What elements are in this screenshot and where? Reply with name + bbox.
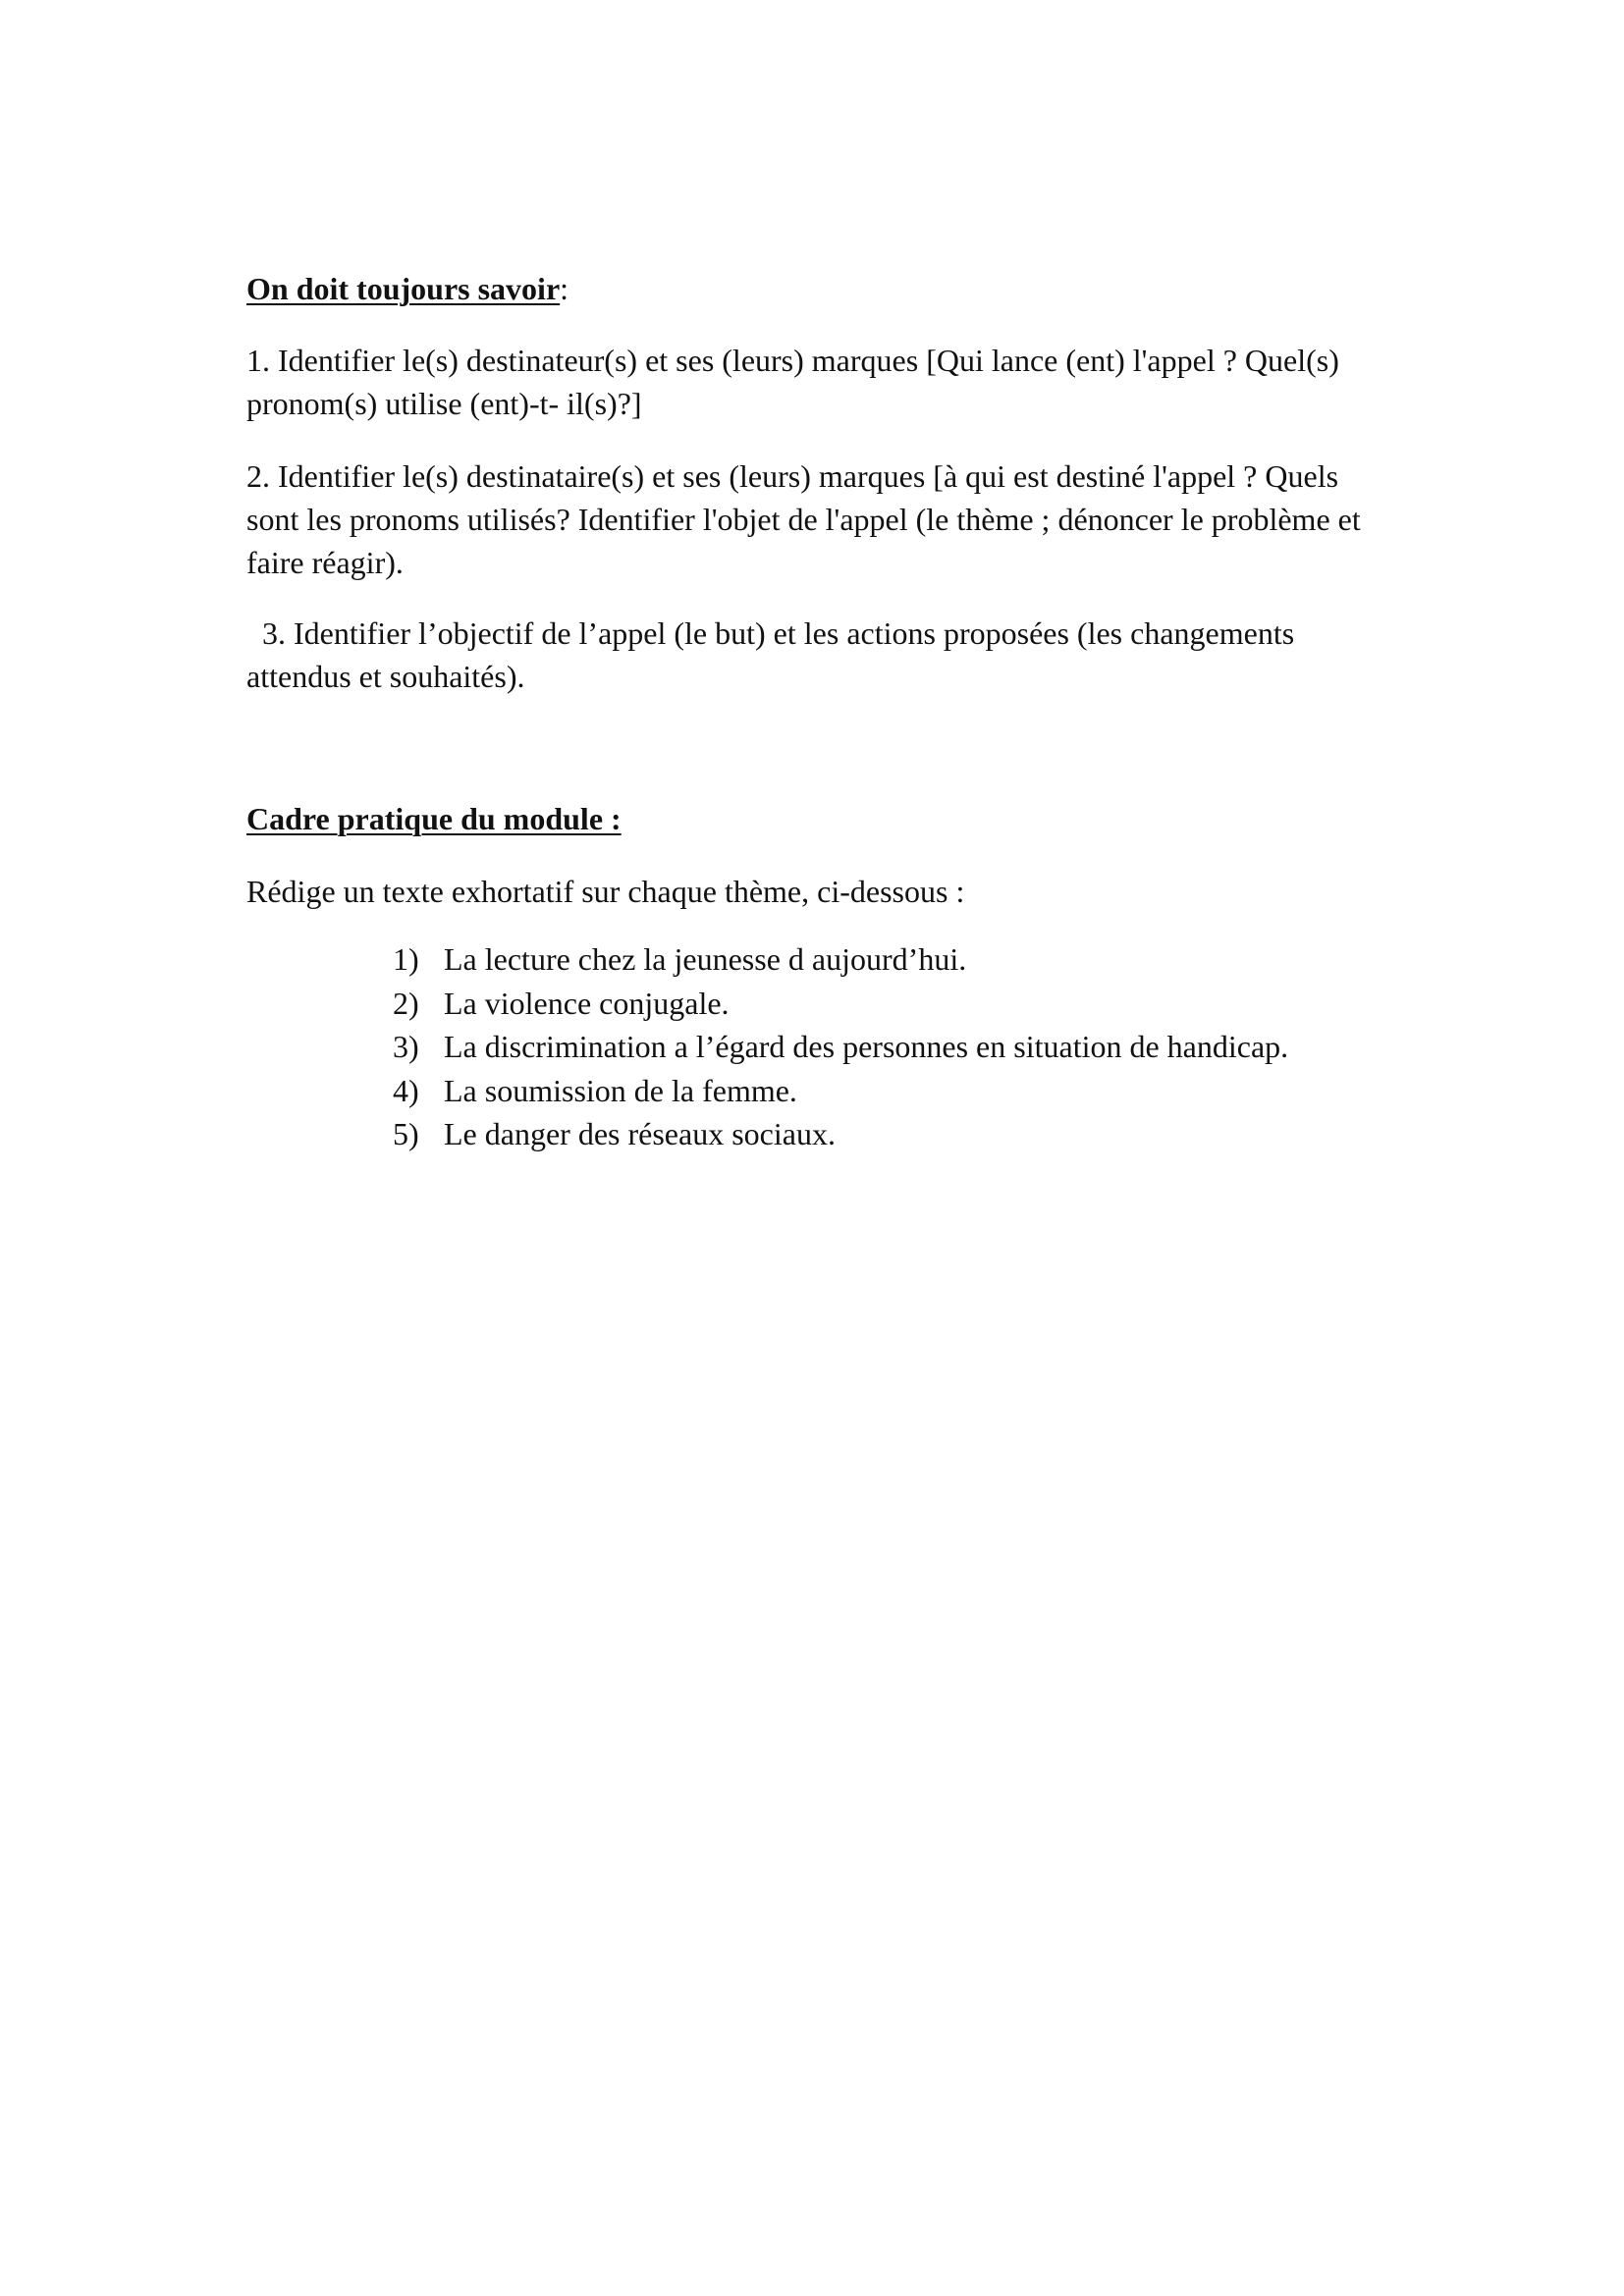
theme-text: Le danger des réseaux sociaux. — [444, 1116, 836, 1151]
heading-colon: : — [560, 271, 569, 306]
theme-item — [393, 1069, 1424, 1113]
theme-number: 2) — [393, 985, 419, 1021]
section-heading-savoir — [246, 267, 1385, 310]
section-heading-cadre: Cadre pratique du module : — [246, 801, 622, 836]
theme-number: 3) — [393, 1029, 419, 1064]
theme-text: La lecture chez la jeunesse d aujourd’hui. — [444, 941, 967, 977]
themes-list — [393, 937, 1424, 1156]
theme-item — [393, 937, 1424, 982]
theme-text: La discrimination a l’égard des personnes en situation de handicap. — [444, 1029, 1289, 1064]
section-heading-text: On doit toujours savoir — [246, 271, 561, 306]
theme-number: 1) — [393, 941, 419, 977]
theme-item — [393, 982, 1424, 1026]
instruction-item-1: 1. Identifier le(s) destinateur(s) et ses (leurs) marques [Qui lance (ent) l'appel ? Quel(s) pronom(s) utilise (ent)-t- il(s)?] — [246, 343, 1339, 421]
theme-text: La soumission de la femme. — [444, 1072, 797, 1108]
theme-item — [393, 1112, 1424, 1156]
exercise-intro: Rédige un texte exhortatif sur chaque thème, ci-dessous : — [246, 874, 965, 909]
theme-number: 5) — [393, 1116, 419, 1151]
instruction-item-3: 3. Identifier l’objectif de l’appel (le but) et les actions proposées (les changements attendus et souhaités). — [246, 615, 1295, 694]
theme-number: 4) — [393, 1072, 419, 1108]
instruction-item-2: 2. Identifier le(s) destinataire(s) et ses (leurs) marques [à qui est destiné l'appel ? Quels sont les pronoms utilisés? Identifier l'objet de l'appel (le thème ; dénoncer le problème et faire réagir). — [246, 458, 1361, 580]
theme-item — [393, 1025, 1424, 1069]
theme-text: La violence conjugale. — [444, 985, 730, 1021]
